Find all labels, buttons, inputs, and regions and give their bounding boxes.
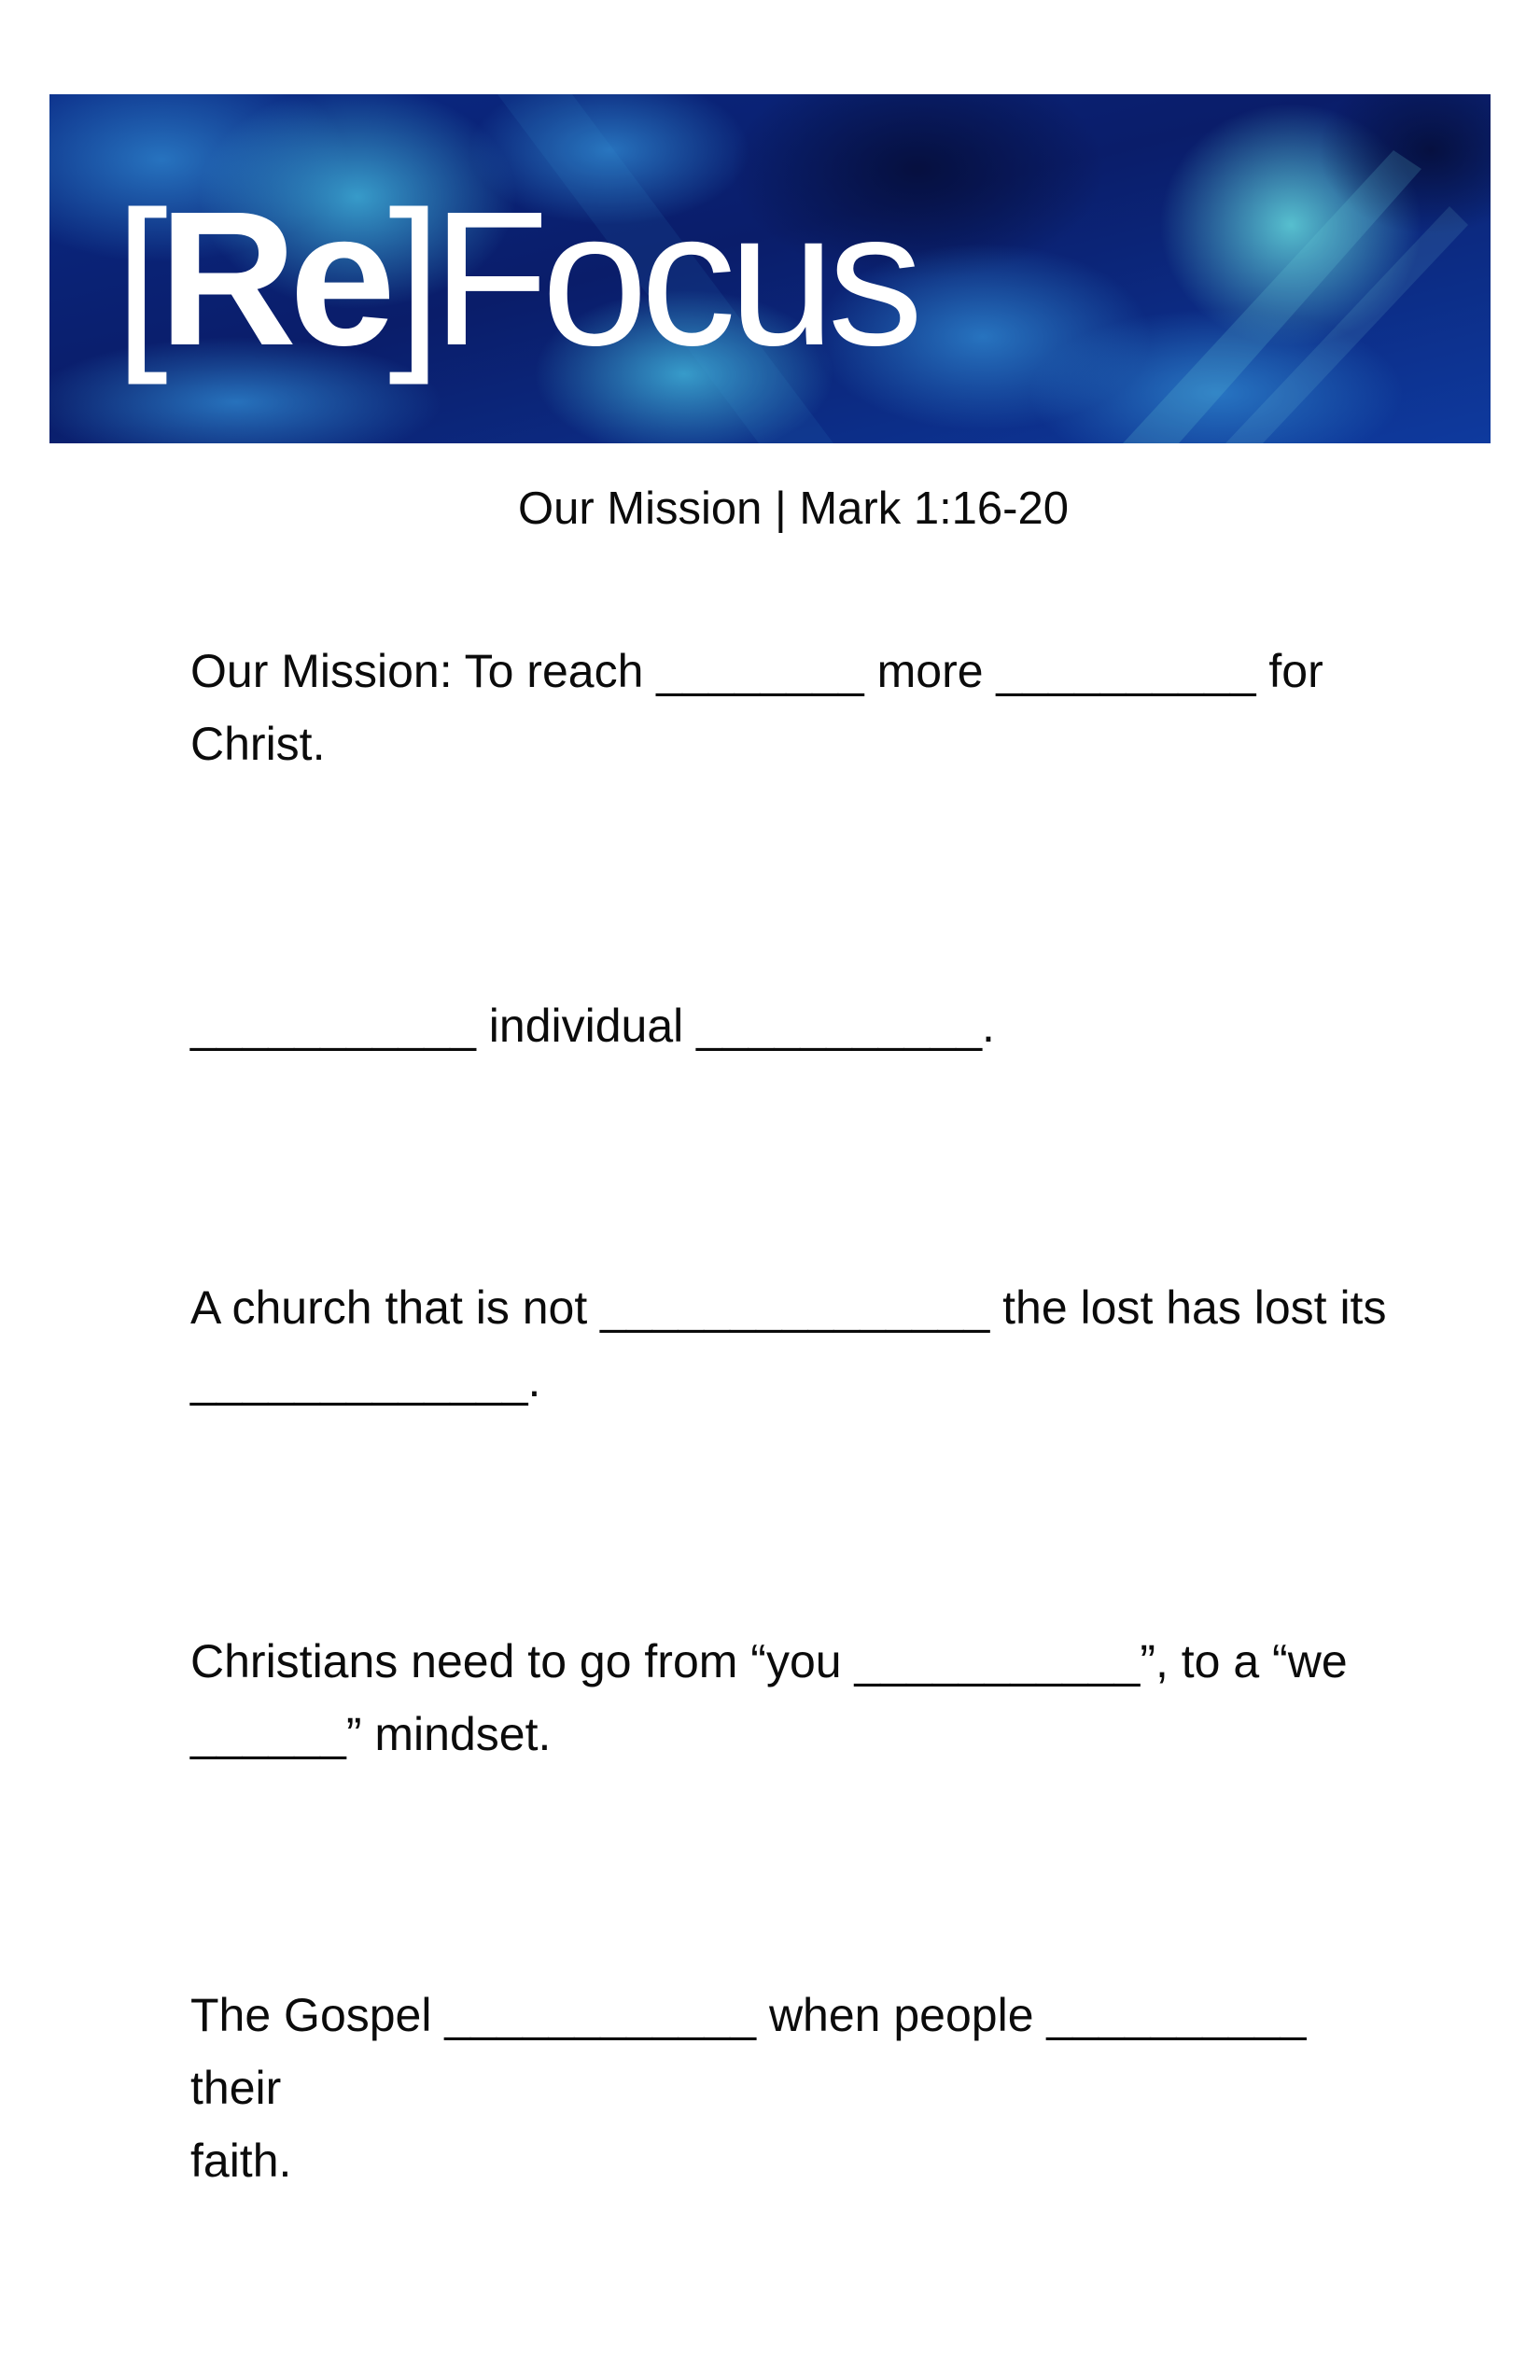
item-line: _____________. <box>190 1354 541 1407</box>
fill-in-item-church <box>190 1271 1404 1417</box>
logo-focus: Focus <box>432 172 917 385</box>
fill-in-item-mission <box>190 635 1404 780</box>
fill-in-item-gospel <box>190 1979 1404 2197</box>
sermon-subtitle: Our Mission | Mark 1:16-20 <box>517 483 1070 534</box>
logo-bracket-open: [ <box>115 172 159 385</box>
fill-in-item-christians <box>190 1625 1404 1771</box>
logo-re: Re <box>158 172 389 385</box>
fill-in-item-individual <box>190 989 1404 1062</box>
item-line: The Gospel ____________ when people __________ their <box>190 1989 1307 2114</box>
item-line: Our Mission: To reach ________ more __________ for <box>190 645 1323 697</box>
item-line: ______” mindset. <box>190 1708 552 1760</box>
item-line: Christ. <box>190 718 326 770</box>
item-line: Christians need to go from “you ___________”, to a “we <box>190 1635 1348 1687</box>
refocus-logo <box>115 172 917 385</box>
header-banner <box>49 94 1491 443</box>
logo-bracket-close: ] <box>388 172 432 385</box>
item-line: faith. <box>190 2135 292 2187</box>
item-line: ___________ individual ___________. <box>190 1000 995 1052</box>
item-line: A church that is not _______________ the lost has lost its <box>190 1281 1387 1334</box>
